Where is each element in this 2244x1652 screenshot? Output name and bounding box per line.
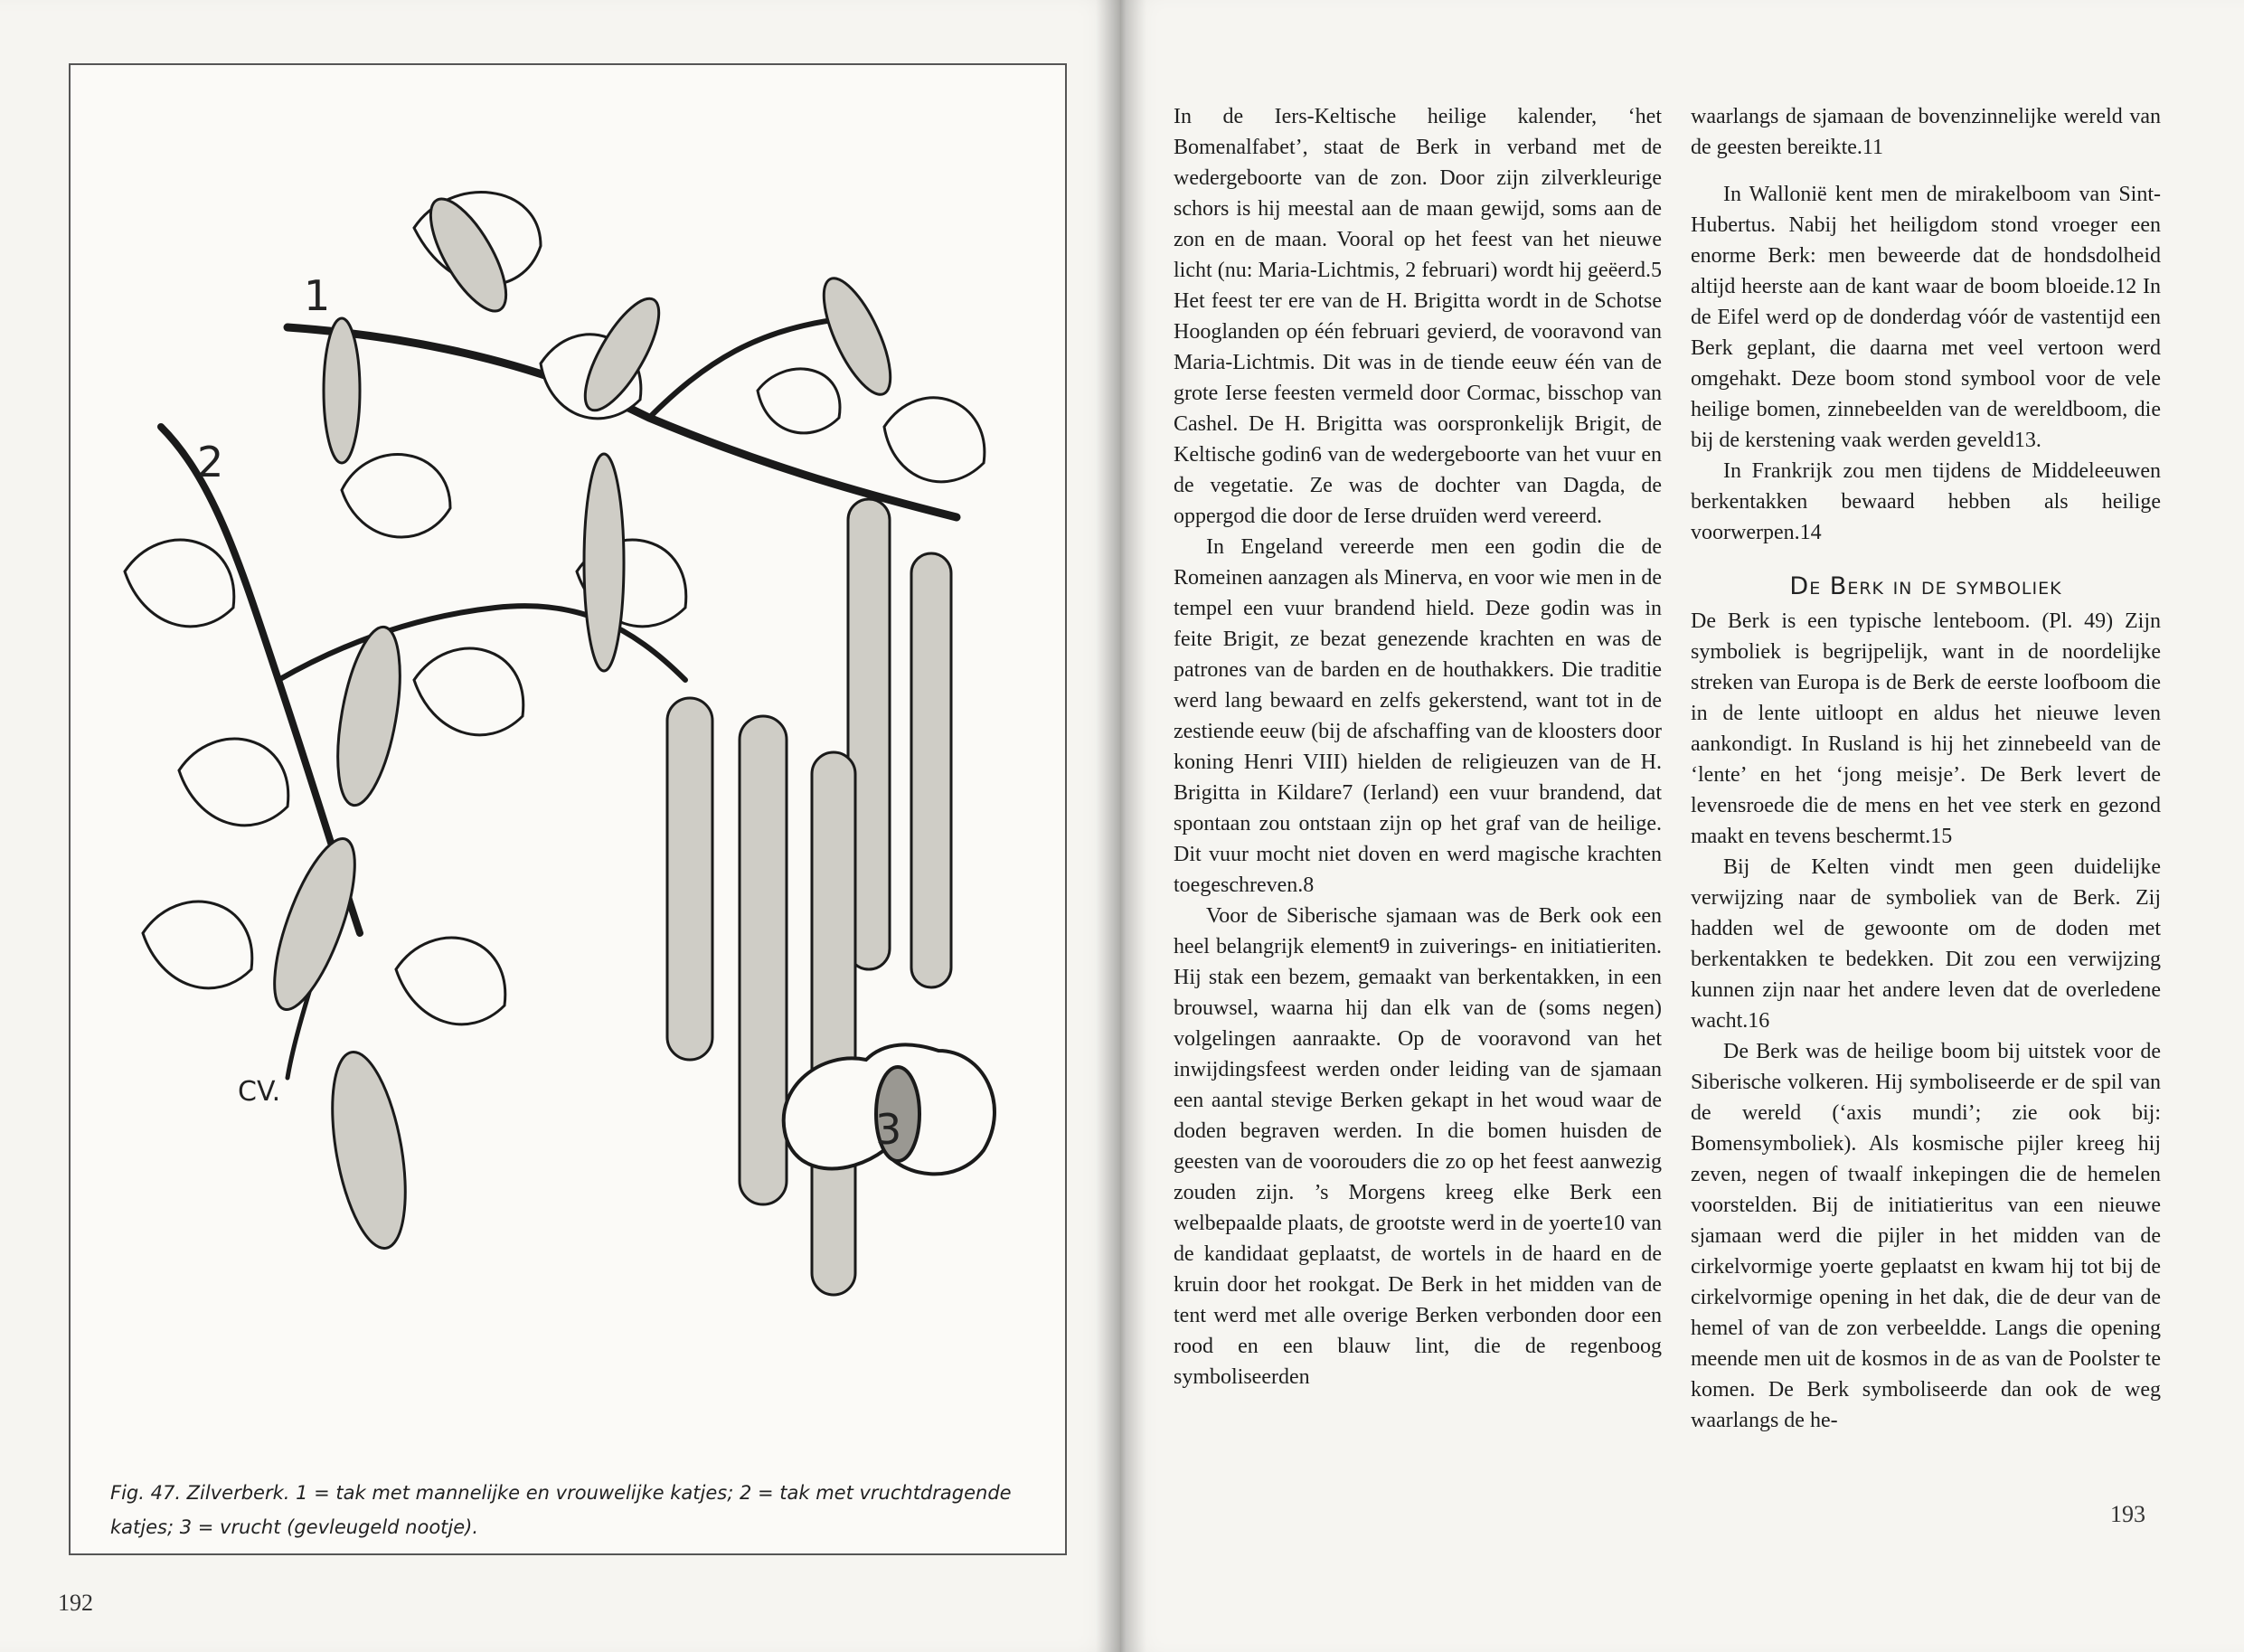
paragraph: waarlangs de sjamaan de bovenzinnelijke wereld van de geesten bereikte.11	[1691, 105, 2161, 159]
paragraph: Voor de Siberische sjamaan was de Berk ook een heel belangrijk element9 in zuiverings- en initiatieriten. Hij stak een bezem, gemaakt van berkentakken, in een brouwsel, waarna hij dan elk van de (soms negen) volgelingen aanraakte. Op de vooravond van het inwijdingsfeest werden onder leiding van de sjamaan een aantal stevige Berken gekapt in het woud waar de doden begraven werden. In die bomen huisden de geesten van de voorouders die zo op het feest aanwezig zouden zijn. ’s Morgens kreeg elke Berk een welbepaalde plaats, de grootste werd in de yoerte10 van de kandidaat geplaatst, de wortels in de haard en de kruin door het rookgat. De Berk in het midden van de tent werd met alle overige Berken verbonden door een rood en een blauw lint, die de regenboog symboliseerden	[1174, 904, 1662, 1389]
figure-label-3: 3	[875, 1105, 902, 1154]
left-page	[0, 0, 1121, 1652]
figure-label-2: 2	[197, 438, 224, 486]
paragraph: In Frankrijk zou men tijdens de Middeleeuwen berkentakken bewaard hebben als heilige voorwerpen.14	[1691, 459, 2161, 544]
paragraph: De Berk is een typische lenteboom. (Pl. 49) Zijn symboliek is begrijpelijk, want in de noordelijke streken van Europa is de Berk de eerste loofboom die in de lente uitloopt en aldus het nieuwe leven aankondigt. In Rusland is hij het zinnebeeld van de ‘lente’ en het ‘jong meisje’. De Berk levert de levensroede die de mens en het vee sterk en gezond maakt en tevens beschermt.15	[1691, 609, 2161, 848]
figure-label-1: 1	[304, 271, 331, 320]
birch-illustration	[71, 65, 1065, 1553]
artist-signature: CV.	[238, 1076, 281, 1108]
page-number-left: 192	[58, 1590, 93, 1616]
book-gutter	[1096, 0, 1146, 1652]
section-heading: De Berk in de symboliek	[1789, 572, 2062, 600]
paragraph: In Wallonië kent men de mirakelboom van Sint-Hubertus. Nabij het heiligdom stond vroeger een enorme Berk: men beweerde dat de hondsdolheid altijd heerste aan de kant waar de boom bloeide.12 In de Eifel werd op de donderdag vóór de vastentijd een Berk geplant, die daarna met veel vertoon werd omgehakt. Deze boom stond symbool voor de vele heilige bomen, zinnebeelden van de wereldboom, die bij de kerstening vaak werden geveld13.	[1691, 183, 2161, 452]
paragraph: In de Iers-Keltische heilige kalender, ‘het Bomenalfabet’, staat de Berk in verband met de wedergeboorte van de zon. Door zijn zilverkleurige schors is hij meestal aan de maan gewijd, soms aan de zon en de maan. Vooral op het feest van het nieuwe licht (nu: Maria-Lichtmis, 2 februari) wordt hij geëerd.5 Het feest ter ere van de H. Brigitta wordt in de Schotse Hooglanden op één februari gevierd, de vooravond van Maria-Lichtmis. Dit was in de tiende eeuw één van de grote Ierse feesten vermeld door Cormac, bisschop van Cashel. De H. Brigitta was oorspronkelijk Brigit, de Keltische godin6 van de wedergeboorte van het vuur en de vegetatie. Ze was de dochter van Dagda, de oppergod die door de Ierse druïden werd vereerd.	[1174, 105, 1662, 528]
page-number-right: 193	[2110, 1501, 2145, 1527]
paragraph: Bij de Kelten vindt men geen duidelijke verwijzing naar de symboliek van de Berk. Zij hadden wel de gewoonte om de doden met berkentakken te bedekken. Dit zou een verwijzing kunnen zijn naar het andere leven dat de overledene wacht.16	[1691, 855, 2161, 1033]
paragraph: In Engeland vereerde men een godin die de Romeinen aanzagen als Minerva, en voor wie men in de tempel een vuur brandend hield. Deze godin was in feite Brigit, ze bezat genezende krachten en was de patrones van de barden en de houthakkers. Die traditie werd lang bewaard en zelfs gekerstend, want tot in de zestiende eeuw (bij de afschaffing van de kloosters door koning Henri VIII) hielden de religieuzen van de H. Brigitta in Kildare7 (Ierland) een vuur brandend, dat spontaan zou ontstaan zijn op het graf van de heilige. Dit vuur mocht niet doven en werd magische krachten toegeschreven.8	[1174, 535, 1662, 897]
text-column-1	[1174, 101, 1662, 1392]
figure-frame	[69, 63, 1067, 1555]
figure-caption: Fig. 47. Zilverberk. 1 = tak met mannelijke en vrouwelijke katjes; 2 = tak met vruchtdragende katjes; 3 = vrucht (gevleugeld nootje).	[110, 1482, 1012, 1538]
paragraph: De Berk was de heilige boom bij uitstek voor de Siberische volkeren. Hij symboliseerde er de spil van de wereld (‘axis mundi’; zie ook bij: Bomensymboliek). Als kosmische pijler kreeg hij zeven, negen of twaalf inkepingen die de hemelen voorstelden. Bij de initiatieritus van een nieuwe sjamaan werd die pijler in het midden van de cirkelvormige yoerte geplaatst en kwam hij tot bij de cirkelvormige opening in het dak, die de deur van de hemel of van de zon verbeeldde. Langs die opening meende men uit de kosmos in de as van de Poolster te komen. De Berk symboliseerde dan ook de weg waarlangs de he-	[1691, 1040, 2161, 1432]
text-column-2	[1691, 101, 2161, 1436]
